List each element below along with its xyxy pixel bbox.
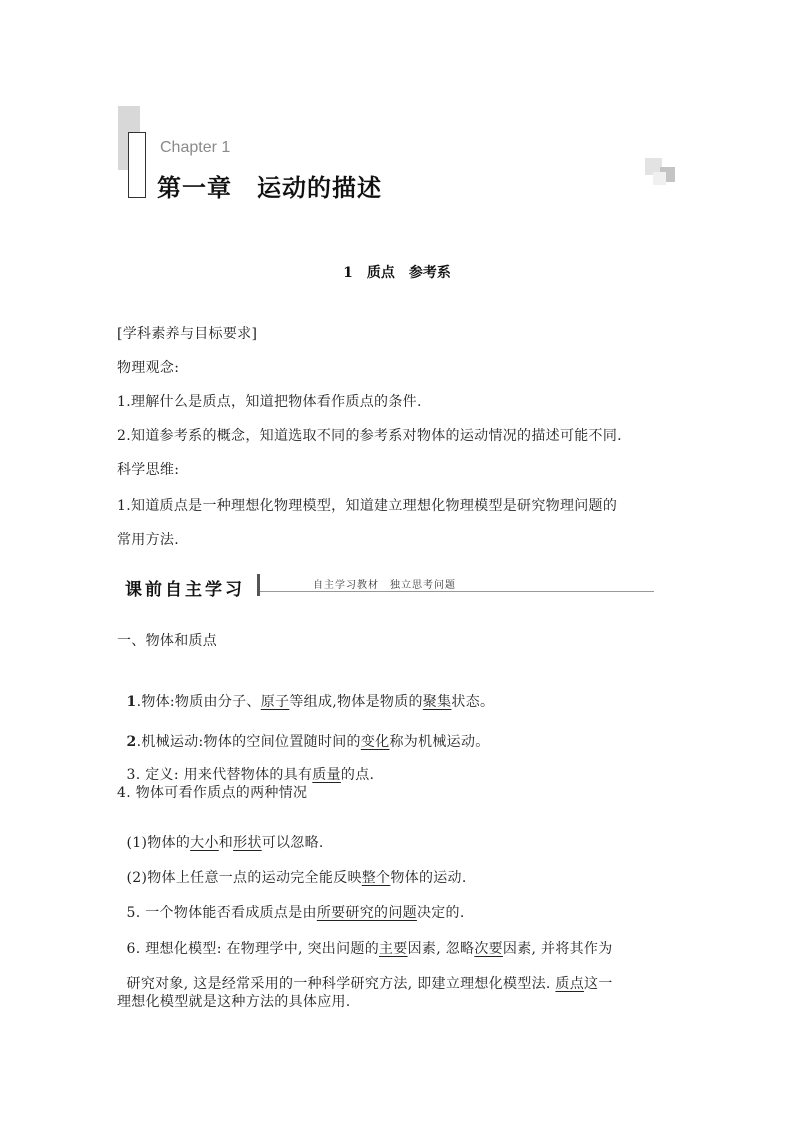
text-run: .物体:物质由分子、 — [136, 694, 261, 710]
text-run: (2)物体上任意一点的运动完全能反映 — [126, 870, 362, 886]
thinking-item-1: 1.知道质点是一种理想化物理模型，知道建立理想化物理模型是研究物理问题的 — [117, 498, 618, 514]
objectives-heading: [学科素养与目标要求] — [117, 326, 258, 342]
banner-rule — [260, 591, 654, 592]
blank-answer: 质点 — [555, 976, 585, 992]
paragraph-4: 4. 物体可看作质点的两种情况 — [117, 785, 308, 801]
concept-item-2: 2.知道参考系的概念，知道选取不同的参考系对物体的运动情况的描述可能不同. — [117, 428, 622, 444]
text-run: 的点. — [340, 767, 375, 783]
text-run: 研究对象, 这是经常采用的一种科学研究方法, 即建立理想化模型法. — [126, 976, 556, 992]
text-run: 3. 定义: 用来代替物体的具有 — [126, 767, 313, 783]
text-run: 可以忽略. — [261, 835, 324, 851]
scientific-thinking-label: 科学思维: — [117, 462, 180, 478]
blank-answer: 形状 — [233, 835, 262, 851]
text-run: 决定的. — [416, 905, 465, 921]
decor-square — [653, 172, 666, 185]
paragraph-1 — [117, 675, 494, 711]
paragraph-number: 1 — [126, 694, 137, 710]
chapter-title: 第一章 运动的描述 — [157, 174, 382, 202]
chapter-number-en: Chapter 1 — [160, 139, 231, 156]
text-run: 因素, 忽略 — [407, 941, 475, 957]
concept-item-1: 1.理解什么是质点，知道把物体看作质点的条件. — [117, 394, 422, 410]
text-run: 这一 — [584, 976, 613, 992]
blank-answer: 主要 — [379, 941, 408, 957]
text-run: 5. 一个物体能否看成质点是由 — [126, 905, 317, 921]
text-run: (1)物体的 — [126, 835, 191, 851]
section-banner — [119, 572, 255, 598]
blank-answer: 大小 — [190, 835, 219, 851]
blank-answer: 原子 — [260, 694, 290, 710]
text-run: 物体的运动. — [390, 870, 467, 886]
blank-answer: 聚集 — [422, 694, 452, 710]
blank-answer: 质量 — [312, 767, 341, 783]
text-run: 等组成,物体是物质的 — [289, 694, 423, 710]
text-run: 6. 理想化模型: 在物理学中, 突出问题的 — [126, 941, 379, 957]
banner-subtitle: 自主学习教材 独立思考问题 — [313, 580, 456, 591]
paragraph-6 — [117, 851, 467, 887]
banner-divider — [257, 574, 260, 596]
paragraph-2 — [117, 715, 490, 751]
blank-answer: 次要 — [474, 941, 503, 957]
paragraph-9 — [117, 957, 613, 993]
text-run: .机械运动:物体的空间位置随时间的 — [136, 734, 361, 750]
content-heading: 一、物体和质点 — [117, 633, 218, 649]
paragraph-3 — [117, 748, 374, 784]
paragraph-10: 理想化模型就是这种方法的具体应用. — [117, 994, 351, 1010]
thinking-item-1-cont: 常用方法. — [117, 532, 179, 548]
paragraph-number: 2 — [126, 734, 137, 750]
banner-title: 课前自主学习 — [125, 580, 245, 600]
paragraph-5 — [117, 816, 324, 852]
blank-answer: 整个 — [361, 870, 391, 886]
physics-concept-label: 物理观念: — [117, 360, 180, 376]
text-run: 状态。 — [451, 694, 495, 710]
blank-answer: 所要研究的问题 — [316, 905, 417, 921]
paragraph-8 — [117, 922, 613, 958]
paragraph-7 — [117, 886, 465, 922]
text-run: 称为机械运动。 — [389, 734, 490, 750]
section-title: 1 质点 参考系 — [343, 265, 451, 281]
text-run: 因素, 并将其作为 — [502, 941, 613, 957]
chapter-decoration-frame — [128, 132, 146, 198]
blank-answer: 变化 — [360, 734, 390, 750]
text-run: 和 — [218, 835, 234, 851]
